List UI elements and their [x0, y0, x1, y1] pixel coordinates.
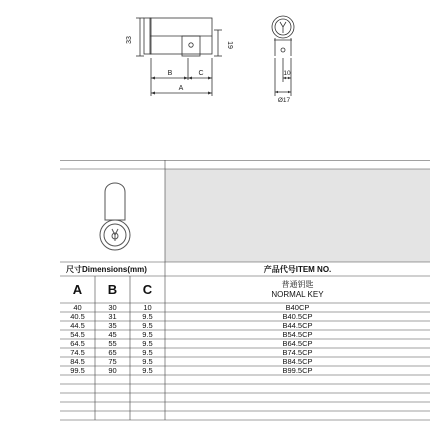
- table-cell-c: 9.5: [142, 339, 153, 348]
- table-cell-a: 99.5: [70, 366, 85, 375]
- table-cell-b: 35: [108, 321, 117, 330]
- table-cell-b: 55: [108, 339, 117, 348]
- table-cell-c: 9.5: [142, 366, 153, 375]
- table-cell-b: 30: [108, 303, 117, 312]
- table-cell-item: B99.5CP: [282, 366, 313, 375]
- dim-height-label: 33: [126, 36, 133, 44]
- table-cell-item: B74.5CP: [282, 348, 313, 357]
- table-cell-item: B44.5CP: [282, 321, 313, 330]
- dim-a-label: A: [178, 85, 184, 92]
- table-cell-item: B54.5CP: [282, 330, 313, 339]
- key-type-header: [165, 276, 430, 303]
- table-cell-a: 40: [73, 303, 82, 312]
- table-cell-a: 84.5: [70, 357, 85, 366]
- table-cell-item: B64.5CP: [282, 339, 313, 348]
- item-number-header: 产品代号ITEM NO.: [263, 264, 332, 274]
- table-cell-item: B40CP: [285, 303, 310, 312]
- table-cell-c: 9.5: [142, 312, 153, 321]
- table-cell-item: B84.5CP: [282, 357, 313, 366]
- table-cell-c: 9.5: [142, 330, 153, 339]
- spec-table: [60, 160, 430, 422]
- dim-b-label: B: [167, 70, 173, 77]
- table-cell-b: 90: [108, 366, 117, 375]
- table-cell-c: 9.5: [142, 348, 153, 357]
- table-cell-b: 65: [108, 348, 117, 357]
- dimensions-header: 尺寸Dimensions(mm): [66, 264, 147, 274]
- table-cell-c: 10: [143, 303, 152, 312]
- column-header-b: B: [107, 282, 118, 297]
- end-view-drawing: [272, 16, 294, 96]
- table-cell-b: 75: [108, 357, 117, 366]
- table-cell-a: 40.5: [70, 312, 85, 321]
- table-cell-a: 54.5: [70, 330, 85, 339]
- table-cell-item: B40.5CP: [282, 312, 313, 321]
- table-cell-a: 74.5: [70, 348, 85, 357]
- dim-c-label: C: [198, 70, 204, 77]
- image-panel: [165, 169, 430, 262]
- technical-drawings: [0, 0, 430, 150]
- table-cell-a: 44.5: [70, 321, 85, 330]
- table-cell-c: 9.5: [142, 321, 153, 330]
- table-cell-c: 9.5: [142, 357, 153, 366]
- dim-diameter-label: Ø17: [277, 97, 291, 104]
- key-type-en: NORMAL KEY: [271, 289, 324, 299]
- table-cell-b: 31: [108, 312, 117, 321]
- column-header-a: A: [72, 282, 83, 297]
- cylinder-illustration: [100, 183, 130, 250]
- column-header-c: C: [142, 282, 153, 297]
- table-cell-a: 64.5: [70, 339, 85, 348]
- dim-cam-label: 19: [226, 41, 233, 49]
- dim-10-label: 10: [283, 70, 291, 77]
- key-type-cn: 普通钥匙: [281, 279, 314, 289]
- table-cell-b: 45: [108, 330, 117, 339]
